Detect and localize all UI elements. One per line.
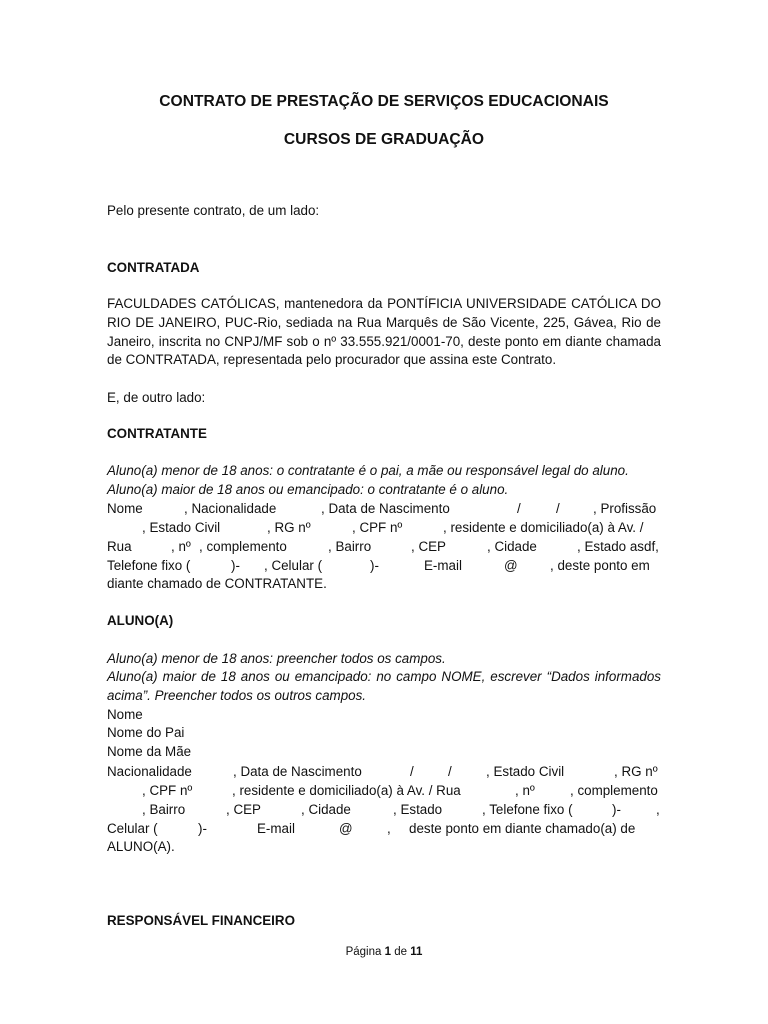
form-label: , <box>387 821 391 836</box>
form-label: / <box>410 764 414 779</box>
form-label: , deste ponto em <box>550 558 650 573</box>
aluno-form-line-1 <box>107 762 661 781</box>
aluno-form-line-3 <box>107 800 661 819</box>
page-number: 1 <box>384 946 392 958</box>
form-label: , Bairro <box>142 802 186 817</box>
form-label: , Estado asdf, <box>577 539 659 554</box>
form-label: E-mail <box>424 558 462 573</box>
contratante-note-adult: Aluno(a) maior de 18 anos ou emancipado: o contratante é o aluno. <box>107 482 509 497</box>
form-label: , <box>656 802 660 817</box>
intro-paragraph: Pelo presente contrato, de um lado: <box>107 203 320 218</box>
form-label: Celular ( <box>107 821 158 836</box>
contratante-closing: diante chamado de CONTRATANTE. <box>107 576 327 591</box>
form-label: , Profissão <box>593 501 657 516</box>
form-label: , Celular ( <box>264 558 323 573</box>
aluno-note-adult: Aluno(a) maior de 18 anos ou emancipado: no campo NOME, escrever “Dados informados acima”. Preencher todos os outros campos. <box>107 669 661 703</box>
contratante-heading: CONTRATANTE <box>107 426 207 441</box>
form-label: Nome <box>107 501 143 516</box>
form-label: )- <box>198 821 207 836</box>
form-label: , CEP <box>411 539 446 554</box>
responsavel-heading: RESPONSÁVEL FINANCEIRO <box>107 913 295 928</box>
form-label: , Data de Nascimento <box>321 501 450 516</box>
form-label: , nº <box>171 539 191 554</box>
form-label: , Data de Nascimento <box>233 764 362 779</box>
contratante-form-line-3 <box>107 537 661 556</box>
form-label: , Estado Civil <box>486 764 565 779</box>
form-label: / <box>448 764 452 779</box>
form-label: deste ponto em diante chamado(a) de <box>409 821 636 836</box>
form-label: , residente e domiciliado(a) à Av. / <box>443 520 644 535</box>
form-label: @ <box>339 821 353 836</box>
contratada-heading: CONTRATADA <box>107 260 200 275</box>
form-label: , CPF nº <box>142 783 193 798</box>
form-label: / <box>517 501 521 516</box>
contratante-form-line-1 <box>107 499 661 518</box>
form-label: @ <box>504 558 518 573</box>
form-label: )- <box>612 802 621 817</box>
form-label: , Bairro <box>328 539 372 554</box>
aluno-nome-label: Nome <box>107 707 143 722</box>
document-subtitle: CURSOS DE GRADUAÇÃO <box>283 131 485 148</box>
aluno-form-line-4 <box>107 819 661 838</box>
form-label: , complemento <box>570 783 658 798</box>
document-title: CONTRATO DE PRESTAÇÃO DE SERVIÇOS EDUCACIONAIS <box>159 93 609 110</box>
form-label: , residente e domiciliado(a) à Av. / Rua <box>232 783 461 798</box>
contratada-paragraph: FACULDADES CATÓLICAS, mantenedora da PONTÍFICIA UNIVERSIDADE CATÓLICA DO RIO DE JANEIRO, PUC-Rio, sediada na Rua Marquês de São Vicente, 225, Gávea, Rio de Janeiro, inscrita no CNPJ/MF sob o nº 33.555.921/0001-70, deste ponto em diante chamada de CONTRATADA, representada pelo procurador que assina este Contrato. <box>107 296 661 368</box>
aluno-heading: ALUNO(A) <box>107 613 174 628</box>
contratante-form-line-4 <box>107 556 661 575</box>
form-label: , Estado <box>393 802 443 817</box>
aluno-mae-label: Nome da Mãe <box>107 744 192 759</box>
page-label: Página <box>345 946 382 958</box>
form-label: E-mail <box>257 821 295 836</box>
form-label: , Telefone fixo ( <box>482 802 573 817</box>
form-label: )- <box>231 558 240 573</box>
contratante-form-line-2 <box>107 518 661 537</box>
page-footer <box>0 946 768 958</box>
form-label: / <box>556 501 560 516</box>
form-label: Telefone fixo ( <box>107 558 191 573</box>
outro-lado-paragraph: E, de outro lado: <box>107 390 206 405</box>
aluno-closing: ALUNO(A). <box>107 839 175 854</box>
form-label: Nacionalidade <box>107 764 192 779</box>
form-label: , CEP <box>226 802 261 817</box>
form-label: , CPF nº <box>352 520 403 535</box>
of-label: de <box>394 946 408 958</box>
form-label: Rua <box>107 539 132 554</box>
form-label: , complemento <box>199 539 287 554</box>
form-label: , nº <box>515 783 535 798</box>
form-label: , Estado Civil <box>142 520 221 535</box>
aluno-pai-label: Nome do Pai <box>107 725 185 740</box>
form-label: )- <box>370 558 379 573</box>
aluno-form-line-2 <box>107 781 661 800</box>
form-label: , RG nº <box>614 764 658 779</box>
form-label: , RG nº <box>267 520 311 535</box>
page-total: 11 <box>410 946 423 958</box>
form-label: , Cidade <box>487 539 537 554</box>
form-label: , Nacionalidade <box>184 501 277 516</box>
form-label: , Cidade <box>301 802 351 817</box>
contratante-note-minor: Aluno(a) menor de 18 anos: o contratante é o pai, a mãe ou responsável legal do aluno. <box>107 463 629 478</box>
aluno-note-minor: Aluno(a) menor de 18 anos: preencher todos os campos. <box>107 651 446 666</box>
